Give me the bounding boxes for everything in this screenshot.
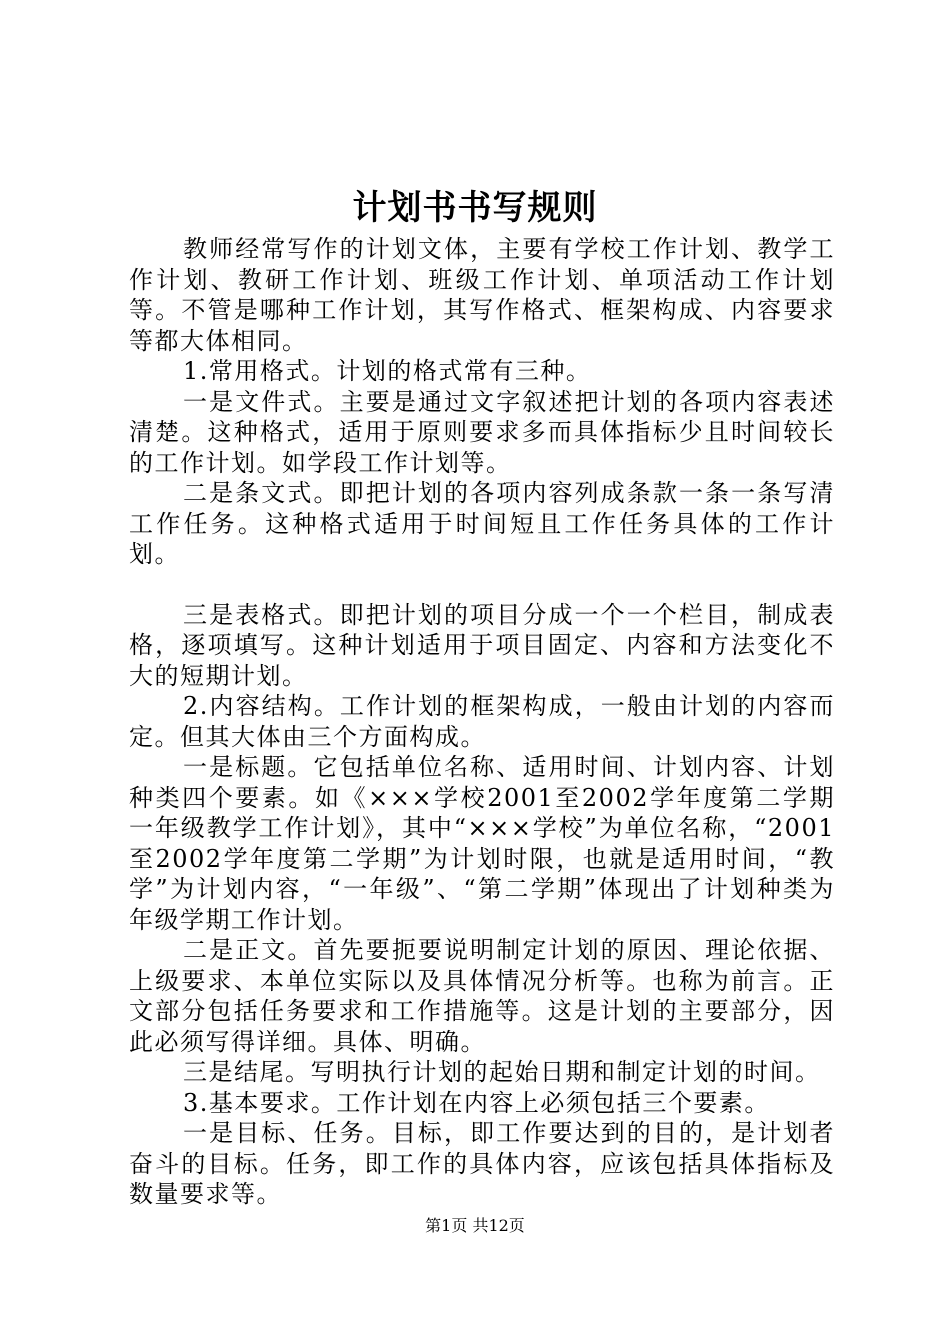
paragraph-section-2-heading: 2.内容结构。工作计划的框架构成，一般由计划的内容而定。但其大体由三个方面构成。	[129, 692, 835, 751]
paragraph-body-element: 二是正文。首先要扼要说明制定计划的原因、理论依据、上级要求、本单位实际以及具体情况分析等。也称为前言。正文部分包括任务要求和工作措施等。这是计划的主要部分，因此必须写得详细。具体、明确。	[129, 936, 835, 1056]
document-title: 计划书书写规则	[352, 188, 598, 228]
paragraph-ending-element: 三是结尾。写明执行计划的起始日期和制定计划的时间。	[183, 1058, 821, 1086]
paragraph-table-format: 三是表格式。即把计划的项目分成一个一个栏目，制成表格，逐项填写。这种计划适用于项目固定、内容和方法变化不大的短期计划。	[129, 600, 835, 690]
paragraph-intro: 教师经常写作的计划文体，主要有学校工作计划、教学工作计划、教研工作计划、班级工作计划、单项活动工作计划等。不管是哪种工作计划，其写作格式、框架构成、内容要求等都大体相同。	[129, 235, 835, 355]
paragraph-goals-tasks: 一是目标、任务。目标，即工作要达到的目的，是计划者奋斗的目标。任务，即工作的具体内容，应该包括具体指标及数量要求等。	[129, 1119, 835, 1208]
paragraph-title-element: 一是标题。它包括单位名称、适用时间、计划内容、计划种类四个要素。如《×××学校2001至2002学年度第二学期一年级教学工作计划》，其中“×××学校”为单位名称，“2001至2002学年度第二学期”为计划时限，也就是适用时间，“教学”为计划内容，“一年级”、“第二学期”体现出了计划种类为年级学期工作计划。	[129, 753, 835, 934]
paragraph-file-format: 一是文件式。主要是通过文字叙述把计划的各项内容表述清楚。这种格式，适用于原则要求多而具体指标少且时间较长的工作计划。如学段工作计划等。	[129, 387, 835, 477]
paragraph-clause-format: 二是条文式。即把计划的各项内容列成条款一条一条写清工作任务。这种格式适用于时间短且工作任务具体的工作计划。	[129, 479, 835, 568]
paragraph-section-3-heading: 3.基本要求。工作计划在内容上必须包括三个要素。	[183, 1088, 770, 1117]
document-body	[129, 234, 835, 1210]
page-footer: 第1页 共12页	[425, 1216, 525, 1235]
paragraph-section-1-heading: 1.常用格式。计划的格式常有三种。	[183, 357, 592, 385]
